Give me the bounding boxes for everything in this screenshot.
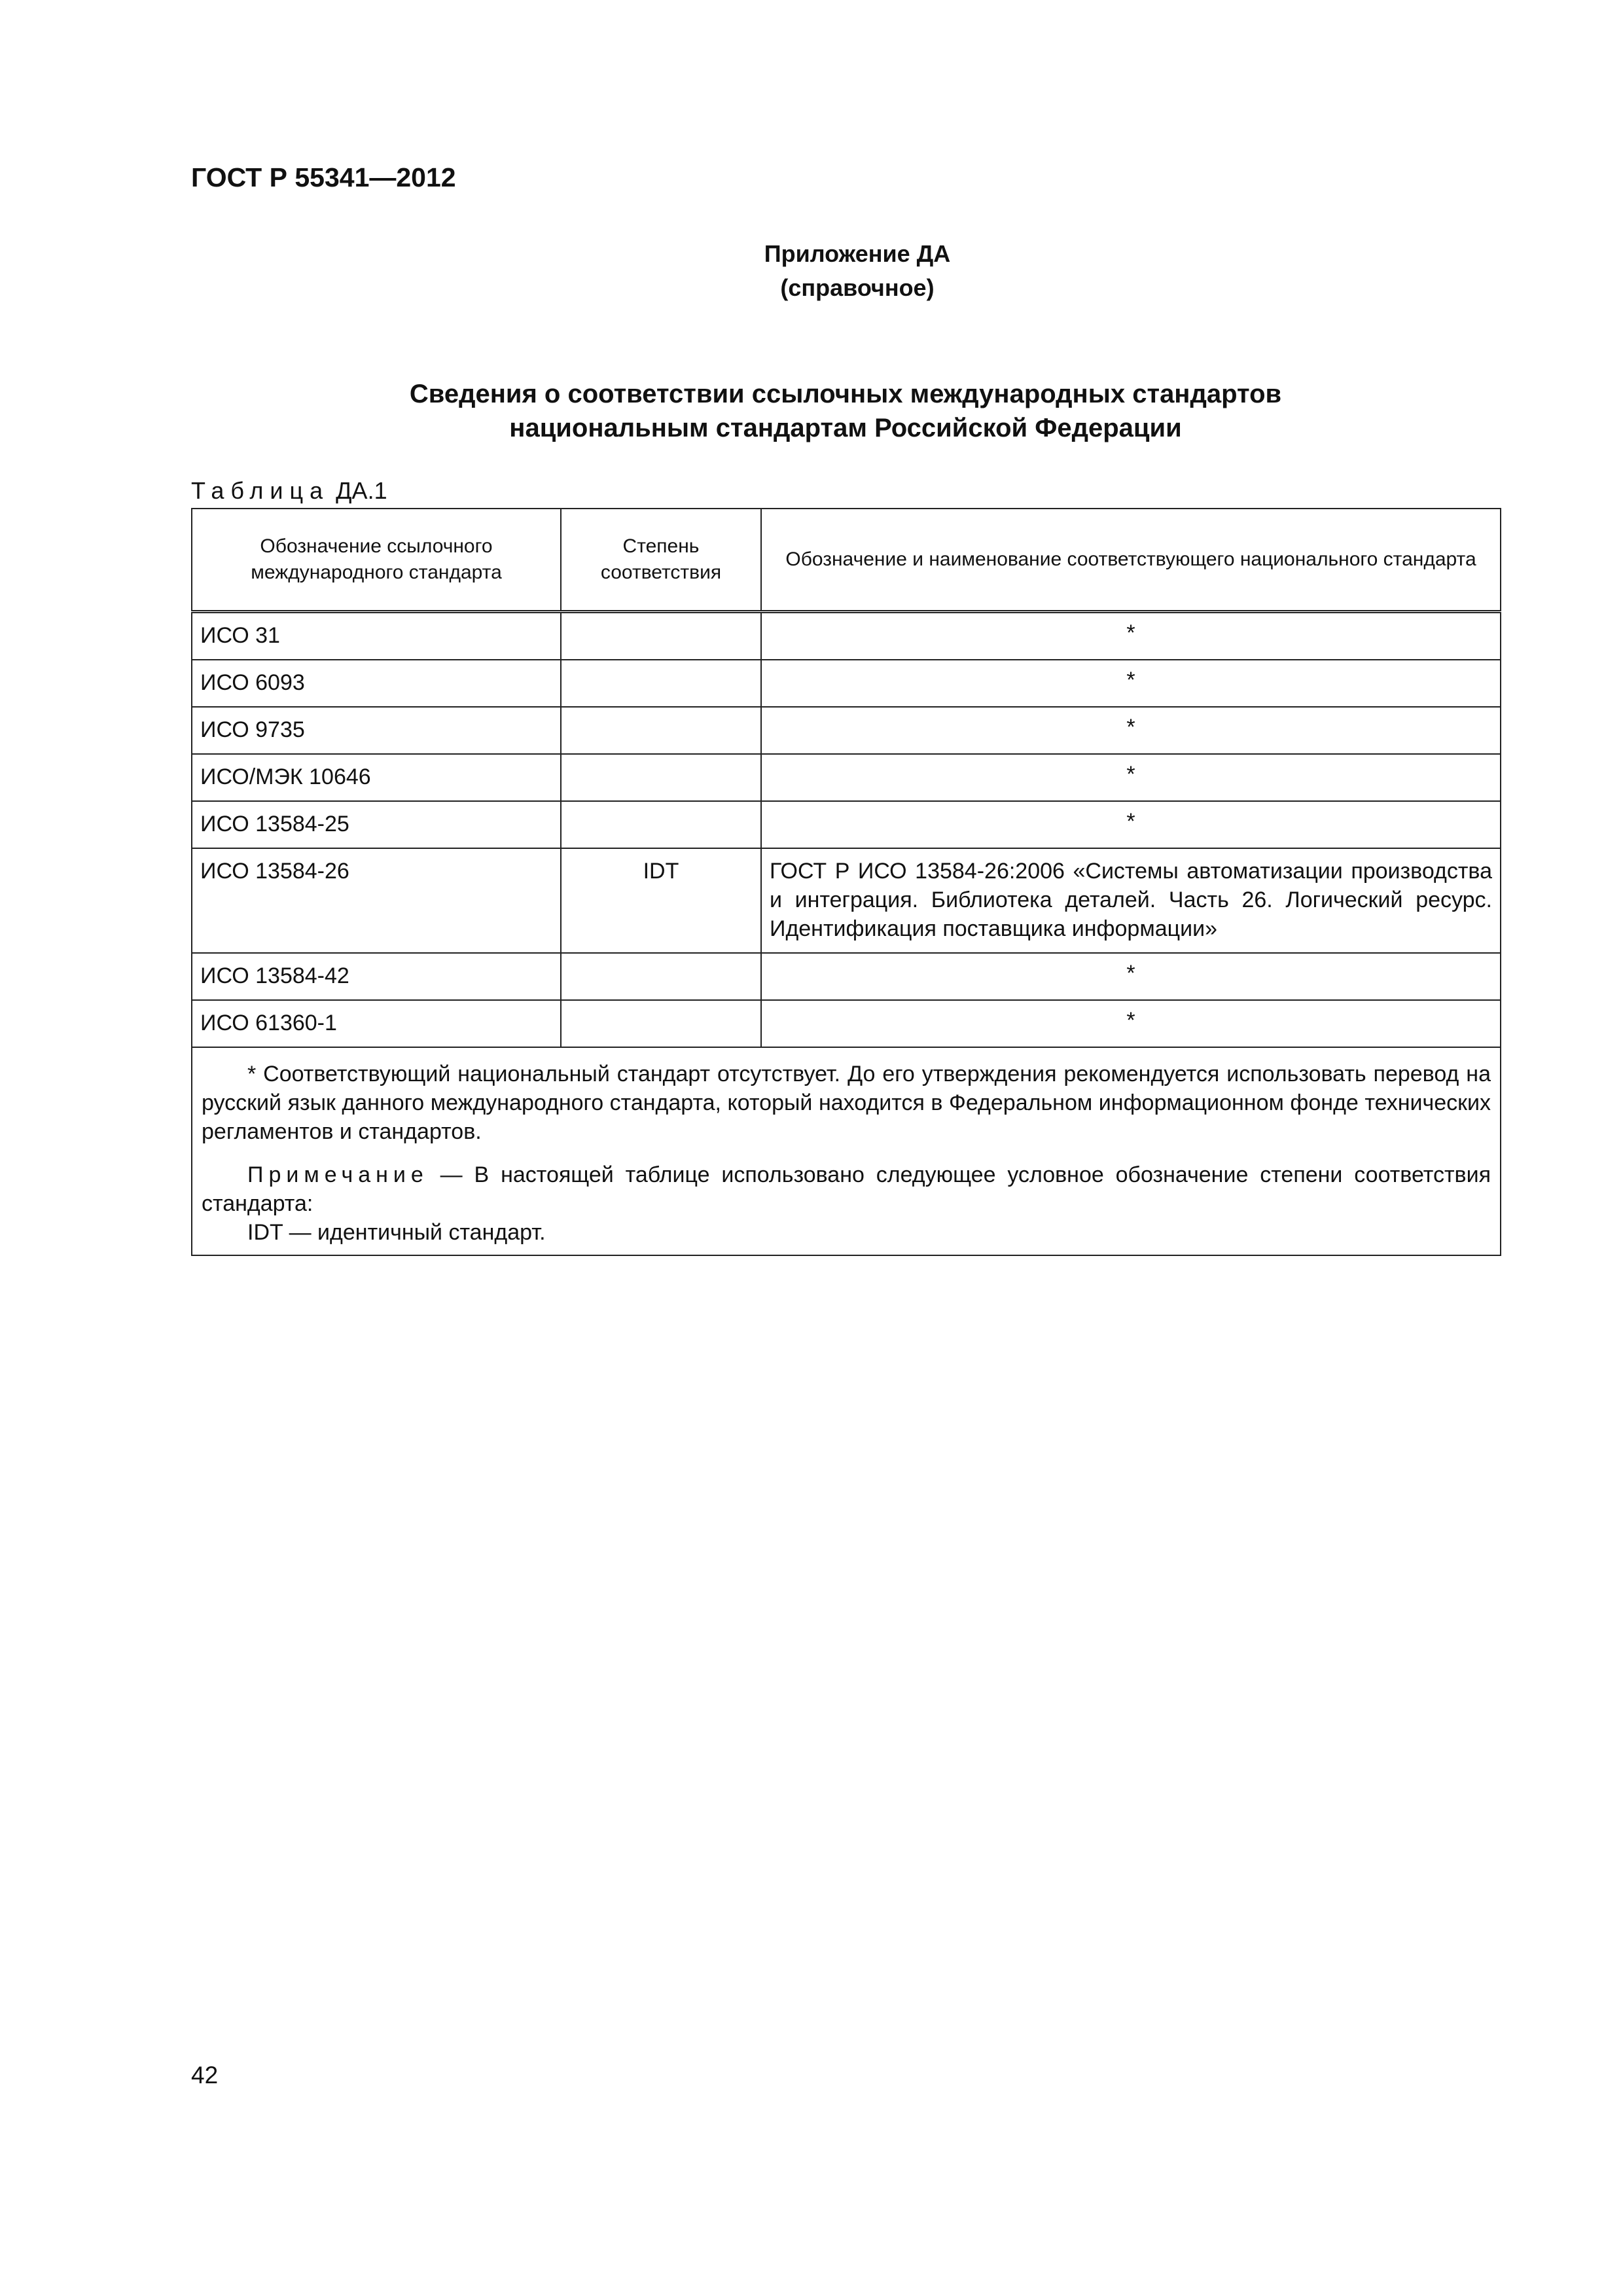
table-header-row <box>192 509 1501 612</box>
cell-reference: ИСО 31 <box>192 612 561 660</box>
appendix-heading <box>0 237 1623 305</box>
note-label: Примечание <box>247 1162 429 1187</box>
table-footnote: * Соответствующий национальный стандарт отсутствует. До его утверждения рекомендуется использовать перевод на русский язык данного международного стандарта, который находится в Федеральном информационном фонде технических регламентов и стандартов. <box>202 1062 1491 1144</box>
cell-national: * <box>761 660 1501 707</box>
cell-degree <box>561 1000 761 1047</box>
cell-reference: ИСО 61360-1 <box>192 1000 561 1047</box>
table-footer-cell <box>192 1047 1501 1255</box>
cell-degree <box>561 707 761 754</box>
table-row <box>192 953 1501 1000</box>
cell-national: * <box>761 953 1501 1000</box>
section-title <box>191 377 1500 445</box>
appendix-title: Приложение ДА <box>764 240 951 267</box>
cell-reference: ИСО 9735 <box>192 707 561 754</box>
note-text: — В настоящей таблице использовано следующее условное обозначение степени соответствия стандарта: <box>202 1162 1491 1216</box>
cell-degree <box>561 660 761 707</box>
column-header-national: Обозначение и наименование соответствующего национального стандарта <box>761 509 1501 612</box>
cell-degree <box>561 801 761 848</box>
correspondence-table <box>191 508 1501 1256</box>
appendix-subtitle: (справочное) <box>780 274 935 301</box>
cell-national: ГОСТ Р ИСО 13584-26:2006 «Системы автоматизации производства и интеграция. Библиотека деталей. Часть 26. Логический ресурс. Идентификация поставщика информации» <box>761 848 1501 953</box>
section-title-line-1: Сведения о соответствии ссылочных международных стандартов <box>409 380 1282 408</box>
section-title-line-2: национальным стандартам Российской Федерации <box>509 414 1182 442</box>
table-row <box>192 1000 1501 1047</box>
column-header-degree: Степень соответствия <box>561 509 761 612</box>
cell-reference: ИСО/МЭК 10646 <box>192 754 561 801</box>
cell-degree: IDT <box>561 848 761 953</box>
cell-degree <box>561 953 761 1000</box>
table-caption <box>191 476 387 505</box>
cell-degree <box>561 754 761 801</box>
page-number: 42 <box>191 2062 219 2089</box>
table-row <box>192 848 1501 953</box>
note-idt-definition: IDT — идентичный стандарт. <box>247 1220 546 1245</box>
cell-national: * <box>761 612 1501 660</box>
cell-reference: ИСО 13584-42 <box>192 953 561 1000</box>
table-row <box>192 660 1501 707</box>
table-row <box>192 754 1501 801</box>
table-note <box>202 1160 1491 1218</box>
cell-degree <box>561 612 761 660</box>
table-row <box>192 612 1501 660</box>
cell-reference: ИСО 6093 <box>192 660 561 707</box>
cell-national: * <box>761 1000 1501 1047</box>
table-caption-label: Таблица <box>191 477 330 504</box>
table-footer-row <box>192 1047 1501 1255</box>
cell-national: * <box>761 707 1501 754</box>
document-code-header: ГОСТ Р 55341—2012 <box>191 162 456 192</box>
table-row <box>192 801 1501 848</box>
cell-reference: ИСО 13584-26 <box>192 848 561 953</box>
cell-reference: ИСО 13584-25 <box>192 801 561 848</box>
table-row <box>192 707 1501 754</box>
table-caption-id: ДА.1 <box>336 477 387 504</box>
correspondence-table-container <box>191 508 1500 1256</box>
cell-national: * <box>761 754 1501 801</box>
column-header-reference: Обозначение ссылочного международного стандарта <box>192 509 561 612</box>
cell-national: * <box>761 801 1501 848</box>
